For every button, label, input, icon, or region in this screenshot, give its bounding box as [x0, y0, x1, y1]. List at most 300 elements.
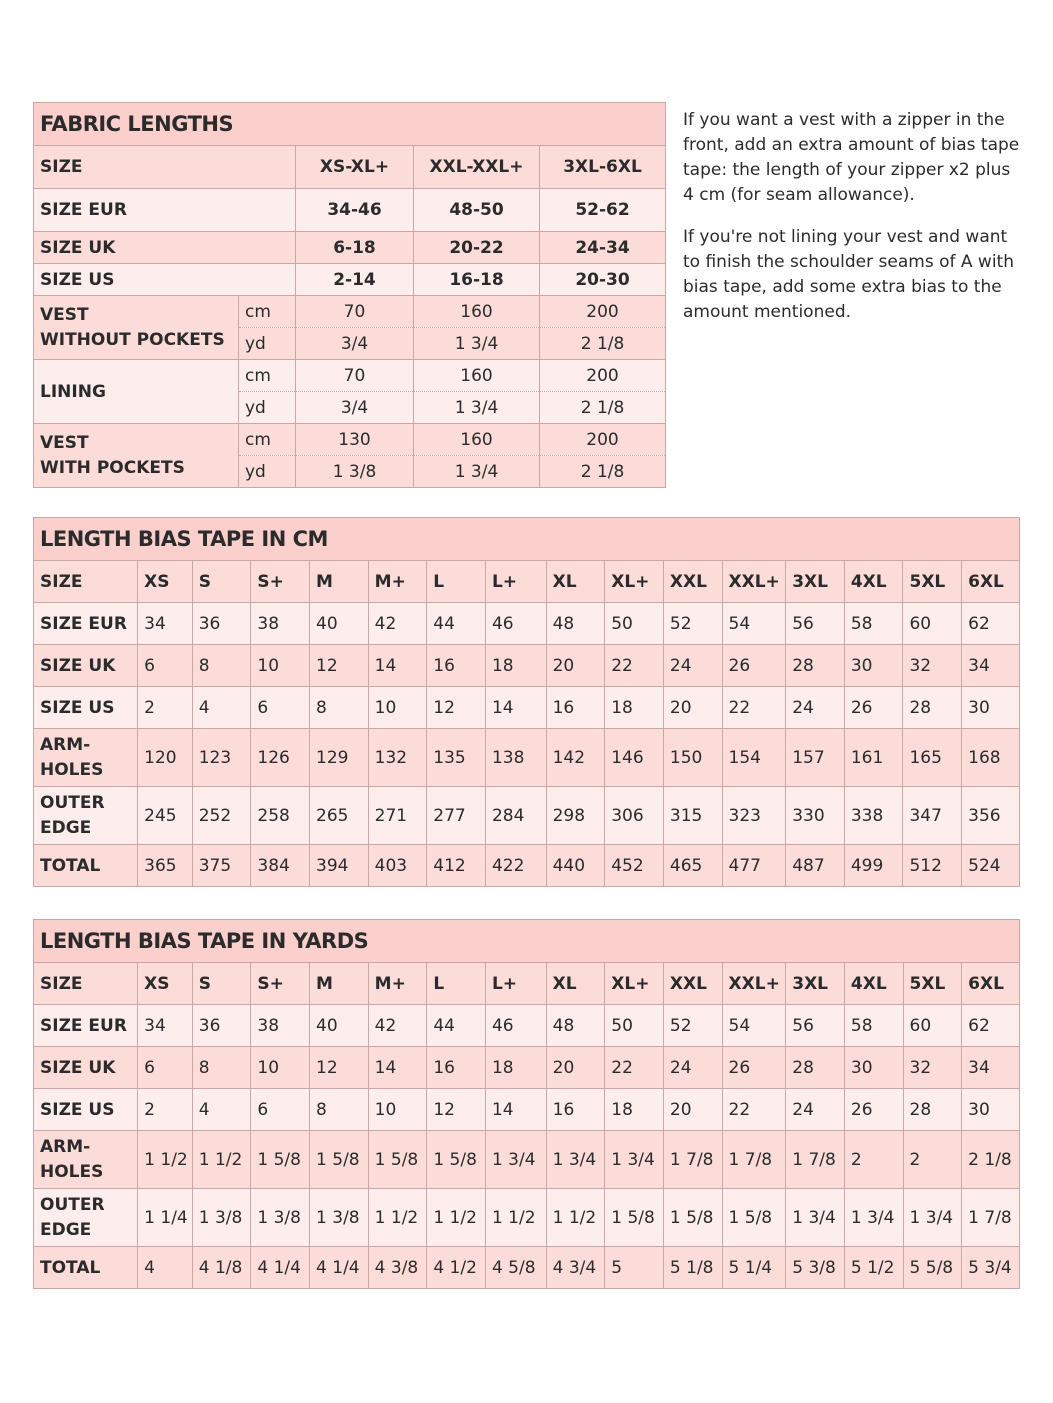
table-cell: 2: [138, 1089, 193, 1131]
table-cell: XS: [138, 963, 193, 1005]
row-label: SIZE EUR: [34, 603, 138, 645]
table-cell: 60: [903, 1005, 962, 1047]
table-cell: 28: [903, 687, 962, 729]
group-label: [34, 360, 239, 424]
table-cell: 34: [138, 1005, 193, 1047]
table-cell: 24: [786, 687, 845, 729]
table-cell: 1 3/4: [605, 1131, 664, 1189]
cell: 130: [296, 424, 414, 456]
cell: 70: [296, 360, 414, 392]
row-label-line1: OUTER: [40, 1194, 105, 1215]
table-cell: 277: [427, 787, 486, 845]
table-cell: 6: [251, 1089, 310, 1131]
table-cell: 46: [485, 1005, 546, 1047]
table-cell: 1 1/2: [368, 1189, 427, 1247]
table-cell: 14: [368, 645, 427, 687]
table-cell: 14: [485, 687, 546, 729]
table-cell: S+: [251, 561, 310, 603]
fabric-group-row: [34, 424, 666, 456]
table-cell: 36: [192, 1005, 251, 1047]
fabric-size-col: 3XL-6XL: [540, 146, 666, 189]
row-label: SIZE EUR: [34, 1005, 138, 1047]
table-cell: 1 5/8: [251, 1131, 310, 1189]
cell: 2 1/8: [540, 328, 666, 360]
table-cell: 338: [844, 787, 903, 845]
cell: 16-18: [414, 264, 540, 296]
row-label: [34, 1189, 138, 1247]
fabric-size-col: XXL-XXL+: [414, 146, 540, 189]
table-cell: 56: [786, 1005, 845, 1047]
cell: 200: [540, 296, 666, 328]
table-cell: 347: [903, 787, 962, 845]
table-cell: 412: [427, 845, 486, 887]
table-cell: 36: [192, 603, 251, 645]
cell: 6-18: [296, 232, 414, 264]
table-cell: 1 5/8: [368, 1131, 427, 1189]
table-cell: 12: [310, 1047, 369, 1089]
table-cell: 30: [844, 1047, 903, 1089]
table-cell: 26: [844, 1089, 903, 1131]
table-cell: 1 5/8: [310, 1131, 369, 1189]
table-cell: 1 3/8: [192, 1189, 251, 1247]
table-cell: 1 1/2: [485, 1189, 546, 1247]
table-cell: 487: [786, 845, 845, 887]
table-title: LENGTH BIAS TAPE IN YARDS: [34, 920, 1020, 963]
table-cell: 20: [546, 645, 605, 687]
cell: 1 3/4: [414, 328, 540, 360]
table-row: [34, 1005, 1020, 1047]
table-cell: 52: [663, 603, 722, 645]
table-cell: 365: [138, 845, 193, 887]
table-cell: 16: [427, 1047, 486, 1089]
table-cell: 465: [663, 845, 722, 887]
cell: 1 3/4: [414, 456, 540, 488]
table-cell: 60: [903, 603, 962, 645]
table-cell: 1 5/8: [722, 1189, 786, 1247]
table-row: [34, 603, 1020, 645]
table-cell: 4 3/8: [368, 1247, 427, 1289]
cell: 2 1/8: [540, 456, 666, 488]
table-cell: 1 3/4: [844, 1189, 903, 1247]
table-cell: 62: [962, 603, 1020, 645]
table-cell: 28: [786, 645, 845, 687]
table-cell: 22: [722, 687, 786, 729]
table-cell: M: [310, 561, 369, 603]
cell: 160: [414, 424, 540, 456]
table-cell: 265: [310, 787, 369, 845]
fabric-size-label: SIZE: [34, 146, 296, 189]
table-cell: 22: [605, 645, 664, 687]
row-label-line1: ARM-: [40, 1136, 91, 1157]
row-label: SIZE EUR: [34, 189, 296, 232]
row-label: SIZE US: [34, 1089, 138, 1131]
table-cell: 18: [605, 687, 664, 729]
table-cell: 154: [722, 729, 786, 787]
table-cell: 34: [962, 645, 1020, 687]
table-cell: XXL+: [722, 561, 786, 603]
cell: 48-50: [414, 189, 540, 232]
fabric-size-row: [34, 146, 666, 189]
table-cell: 6: [138, 645, 193, 687]
table-cell: 40: [310, 1005, 369, 1047]
row-label: SIZE US: [34, 687, 138, 729]
row-label-line1: ARM-: [40, 734, 91, 755]
table-cell: 3XL: [786, 561, 845, 603]
cell: 52-62: [540, 189, 666, 232]
table-cell: 477: [722, 845, 786, 887]
cell: 20-22: [414, 232, 540, 264]
table-cell: 315: [663, 787, 722, 845]
table-cell: 28: [786, 1047, 845, 1089]
table-cell: 1 5/8: [427, 1131, 486, 1189]
table-cell: S: [192, 963, 251, 1005]
table-cell: 30: [962, 687, 1020, 729]
table-cell: 5: [605, 1247, 664, 1289]
row-label: TOTAL: [34, 1247, 138, 1289]
table-cell: 22: [722, 1089, 786, 1131]
table-cell: 138: [485, 729, 546, 787]
table-cell: 1 7/8: [663, 1131, 722, 1189]
table-cell: 32: [903, 645, 962, 687]
table-cell: 1 3/4: [546, 1131, 605, 1189]
table-cell: 4XL: [844, 963, 903, 1005]
table-cell: M: [310, 963, 369, 1005]
table-cell: 54: [722, 1005, 786, 1047]
table-cell: 142: [546, 729, 605, 787]
table-row: [34, 729, 1020, 787]
table-cell: 499: [844, 845, 903, 887]
fabric-size-uk-row: [34, 232, 666, 264]
table-cell: 4 1/8: [192, 1247, 251, 1289]
table-cell: 32: [903, 1047, 962, 1089]
table-cell: 356: [962, 787, 1020, 845]
table-cell: 524: [962, 845, 1020, 887]
table-cell: 34: [138, 603, 193, 645]
note-zipper: If you want a vest with a zipper in the front, add an extra amount of bias tape tape: the length of your zipper x2 plus 4 cm (for seam allowance).: [683, 110, 1020, 205]
table-cell: 30: [844, 645, 903, 687]
table-cell: 120: [138, 729, 193, 787]
bias-tape-yd-table: [33, 919, 1020, 1289]
table-cell: 1 3/4: [485, 1131, 546, 1189]
unit-cell: yd: [239, 392, 296, 424]
table-row: [34, 1247, 1020, 1289]
table-title: LENGTH BIAS TAPE IN CM: [34, 518, 1020, 561]
row-label-line2: EDGE: [40, 1219, 92, 1240]
table-cell: 48: [546, 1005, 605, 1047]
table-cell: 38: [251, 603, 310, 645]
table-row: [34, 787, 1020, 845]
table-cell: 10: [251, 645, 310, 687]
cell: 3/4: [296, 328, 414, 360]
table-cell: 62: [962, 1005, 1020, 1047]
table-cell: 161: [844, 729, 903, 787]
table-cell: 5 1/8: [663, 1247, 722, 1289]
row-label: SIZE UK: [34, 232, 296, 264]
cell: 200: [540, 424, 666, 456]
table-cell: 26: [722, 645, 786, 687]
table-cell: 5 1/2: [844, 1247, 903, 1289]
table-cell: 284: [485, 787, 546, 845]
table-cell: 14: [368, 1047, 427, 1089]
cell: 3/4: [296, 392, 414, 424]
unit-cell: yd: [239, 328, 296, 360]
table-cell: L: [427, 963, 486, 1005]
table-cell: 40: [310, 603, 369, 645]
table-cell: 18: [485, 1047, 546, 1089]
table-cell: 16: [546, 687, 605, 729]
table-cell: XL+: [605, 963, 664, 1005]
table-cell: 54: [722, 603, 786, 645]
table-cell: 4 3/4: [546, 1247, 605, 1289]
table-cell: 16: [427, 645, 486, 687]
fabric-group-row: [34, 360, 666, 392]
table-cell: 8: [310, 687, 369, 729]
table-cell: 24: [786, 1089, 845, 1131]
table-cell: 5 1/4: [722, 1247, 786, 1289]
row-label: [34, 1131, 138, 1189]
table-cell: 4: [138, 1247, 193, 1289]
table-cell: 165: [903, 729, 962, 787]
table-cell: 6XL: [962, 963, 1020, 1005]
table-cell: L: [427, 561, 486, 603]
row-label: SIZE: [34, 963, 138, 1005]
table-cell: 4 1/4: [251, 1247, 310, 1289]
table-cell: 50: [605, 603, 664, 645]
table-cell: 123: [192, 729, 251, 787]
unit-cell: cm: [239, 296, 296, 328]
table-cell: 34: [962, 1047, 1020, 1089]
table-cell: XL: [546, 963, 605, 1005]
table-cell: 4 1/4: [310, 1247, 369, 1289]
table-cell: 1 3/4: [786, 1189, 845, 1247]
unit-cell: cm: [239, 360, 296, 392]
table-cell: 5 3/4: [962, 1247, 1020, 1289]
table-cell: 2 1/8: [962, 1131, 1020, 1189]
row-label: SIZE UK: [34, 645, 138, 687]
table-cell: 1 5/8: [605, 1189, 664, 1247]
table-cell: 8: [192, 645, 251, 687]
table-cell: 1 7/8: [962, 1189, 1020, 1247]
table-cell: XXL: [663, 963, 722, 1005]
table-cell: 1 1/2: [546, 1189, 605, 1247]
table-cell: 14: [485, 1089, 546, 1131]
table-cell: 422: [485, 845, 546, 887]
table-cell: XS: [138, 561, 193, 603]
table-cell: 252: [192, 787, 251, 845]
group-label-line1: VEST: [40, 432, 89, 453]
table-cell: 28: [903, 1089, 962, 1131]
table-cell: M+: [368, 963, 427, 1005]
table-cell: 24: [663, 645, 722, 687]
row-label: [34, 729, 138, 787]
bias-tape-cm-body: [34, 518, 1020, 887]
group-label-line1: VEST: [40, 304, 89, 325]
table-cell: 58: [844, 1005, 903, 1047]
table-cell: 1 3/8: [251, 1189, 310, 1247]
table-cell: 20: [546, 1047, 605, 1089]
fabric-title: FABRIC LENGTHS: [34, 103, 666, 146]
table-row: [34, 1089, 1020, 1131]
table-cell: 1 3/8: [310, 1189, 369, 1247]
cell: 24-34: [540, 232, 666, 264]
table-cell: 1 1/2: [427, 1189, 486, 1247]
table-cell: 394: [310, 845, 369, 887]
table-cell: 2: [903, 1131, 962, 1189]
table-cell: 1 5/8: [663, 1189, 722, 1247]
table-cell: 52: [663, 1005, 722, 1047]
table-title-row: [34, 920, 1020, 963]
table-cell: 1 3/4: [903, 1189, 962, 1247]
table-cell: L+: [485, 963, 546, 1005]
table-cell: 1 1/2: [192, 1131, 251, 1189]
cell: 160: [414, 360, 540, 392]
table-cell: 18: [605, 1089, 664, 1131]
table-cell: 12: [310, 645, 369, 687]
table-cell: 168: [962, 729, 1020, 787]
fabric-size-eur-row: [34, 189, 666, 232]
table-cell: 56: [786, 603, 845, 645]
table-row: [34, 1047, 1020, 1089]
table-cell: 5 3/8: [786, 1247, 845, 1289]
table-cell: 50: [605, 1005, 664, 1047]
table-cell: 1 7/8: [786, 1131, 845, 1189]
table-cell: 20: [663, 687, 722, 729]
table-cell: 271: [368, 787, 427, 845]
fabric-group-row: [34, 296, 666, 328]
group-label: [34, 424, 239, 488]
table-cell: XL+: [605, 561, 664, 603]
table-cell: 18: [485, 645, 546, 687]
table-cell: 4 5/8: [485, 1247, 546, 1289]
table-row: [34, 1131, 1020, 1189]
table-title-row: [34, 518, 1020, 561]
table-cell: 126: [251, 729, 310, 787]
cell: 2 1/8: [540, 392, 666, 424]
table-cell: S+: [251, 963, 310, 1005]
table-row: [34, 1189, 1020, 1247]
fabric-title-row: [34, 103, 666, 146]
row-label: SIZE US: [34, 264, 296, 296]
table-row: [34, 963, 1020, 1005]
table-cell: 38: [251, 1005, 310, 1047]
table-cell: 58: [844, 603, 903, 645]
table-cell: 48: [546, 603, 605, 645]
table-cell: 24: [663, 1047, 722, 1089]
table-cell: 5XL: [903, 561, 962, 603]
table-cell: XXL+: [722, 963, 786, 1005]
table-cell: 4 1/2: [427, 1247, 486, 1289]
fabric-size-us-row: [34, 264, 666, 296]
table-cell: 4XL: [844, 561, 903, 603]
table-cell: 10: [368, 1089, 427, 1131]
table-cell: 258: [251, 787, 310, 845]
cell: 20-30: [540, 264, 666, 296]
cell: 70: [296, 296, 414, 328]
bias-tape-yd-body: [34, 920, 1020, 1289]
row-label-line2: HOLES: [40, 759, 104, 780]
cell: 1 3/4: [414, 392, 540, 424]
table-cell: 42: [368, 603, 427, 645]
table-cell: 1 1/4: [138, 1189, 193, 1247]
table-cell: 10: [251, 1047, 310, 1089]
table-cell: 452: [605, 845, 664, 887]
group-label-line2: WITH POCKETS: [40, 457, 185, 478]
table-cell: 323: [722, 787, 786, 845]
note-lining: If you're not lining your vest and want to finish the schoulder seams of A with bias tape, add some extra bias to the amount mentioned.: [683, 227, 1014, 322]
row-label-line2: HOLES: [40, 1161, 104, 1182]
table-cell: 403: [368, 845, 427, 887]
table-cell: 5 5/8: [903, 1247, 962, 1289]
table-cell: 42: [368, 1005, 427, 1047]
table-cell: 2: [844, 1131, 903, 1189]
table-cell: 6XL: [962, 561, 1020, 603]
table-cell: 3XL: [786, 963, 845, 1005]
group-label: [34, 296, 239, 360]
table-row: [34, 845, 1020, 887]
cell: 160: [414, 296, 540, 328]
table-cell: 4: [192, 1089, 251, 1131]
table-cell: 12: [427, 687, 486, 729]
table-cell: 26: [722, 1047, 786, 1089]
table-cell: L+: [485, 561, 546, 603]
table-cell: 6: [251, 687, 310, 729]
table-cell: 16: [546, 1089, 605, 1131]
table-cell: 135: [427, 729, 486, 787]
unit-cell: cm: [239, 424, 296, 456]
row-label-line2: EDGE: [40, 817, 92, 838]
table-cell: 44: [427, 1005, 486, 1047]
row-label: SIZE UK: [34, 1047, 138, 1089]
row-label-line1: OUTER: [40, 792, 105, 813]
table-cell: 384: [251, 845, 310, 887]
table-cell: 10: [368, 687, 427, 729]
table-cell: 330: [786, 787, 845, 845]
row-label: TOTAL: [34, 845, 138, 887]
bias-tape-cm-table: [33, 517, 1020, 887]
table-cell: 46: [485, 603, 546, 645]
table-cell: XXL: [663, 561, 722, 603]
table-row: [34, 645, 1020, 687]
table-cell: 129: [310, 729, 369, 787]
table-cell: 146: [605, 729, 664, 787]
table-cell: 2: [138, 687, 193, 729]
table-cell: 440: [546, 845, 605, 887]
table-cell: 132: [368, 729, 427, 787]
group-label-line1: LINING: [40, 381, 106, 402]
fabric-size-col: XS-XL+: [296, 146, 414, 189]
table-cell: 20: [663, 1089, 722, 1131]
table-cell: S: [192, 561, 251, 603]
cell: 200: [540, 360, 666, 392]
table-cell: 44: [427, 603, 486, 645]
row-label: [34, 787, 138, 845]
table-row: [34, 561, 1020, 603]
table-cell: 5XL: [903, 963, 962, 1005]
table-cell: 1 1/2: [138, 1131, 193, 1189]
cell: 1 3/8: [296, 456, 414, 488]
notes-panel: [683, 108, 1023, 342]
table-cell: 30: [962, 1089, 1020, 1131]
table-cell: 22: [605, 1047, 664, 1089]
cell: 2-14: [296, 264, 414, 296]
table-cell: M+: [368, 561, 427, 603]
table-row: [34, 687, 1020, 729]
row-label: SIZE: [34, 561, 138, 603]
table-cell: XL: [546, 561, 605, 603]
table-cell: 375: [192, 845, 251, 887]
table-cell: 150: [663, 729, 722, 787]
table-cell: 8: [310, 1089, 369, 1131]
